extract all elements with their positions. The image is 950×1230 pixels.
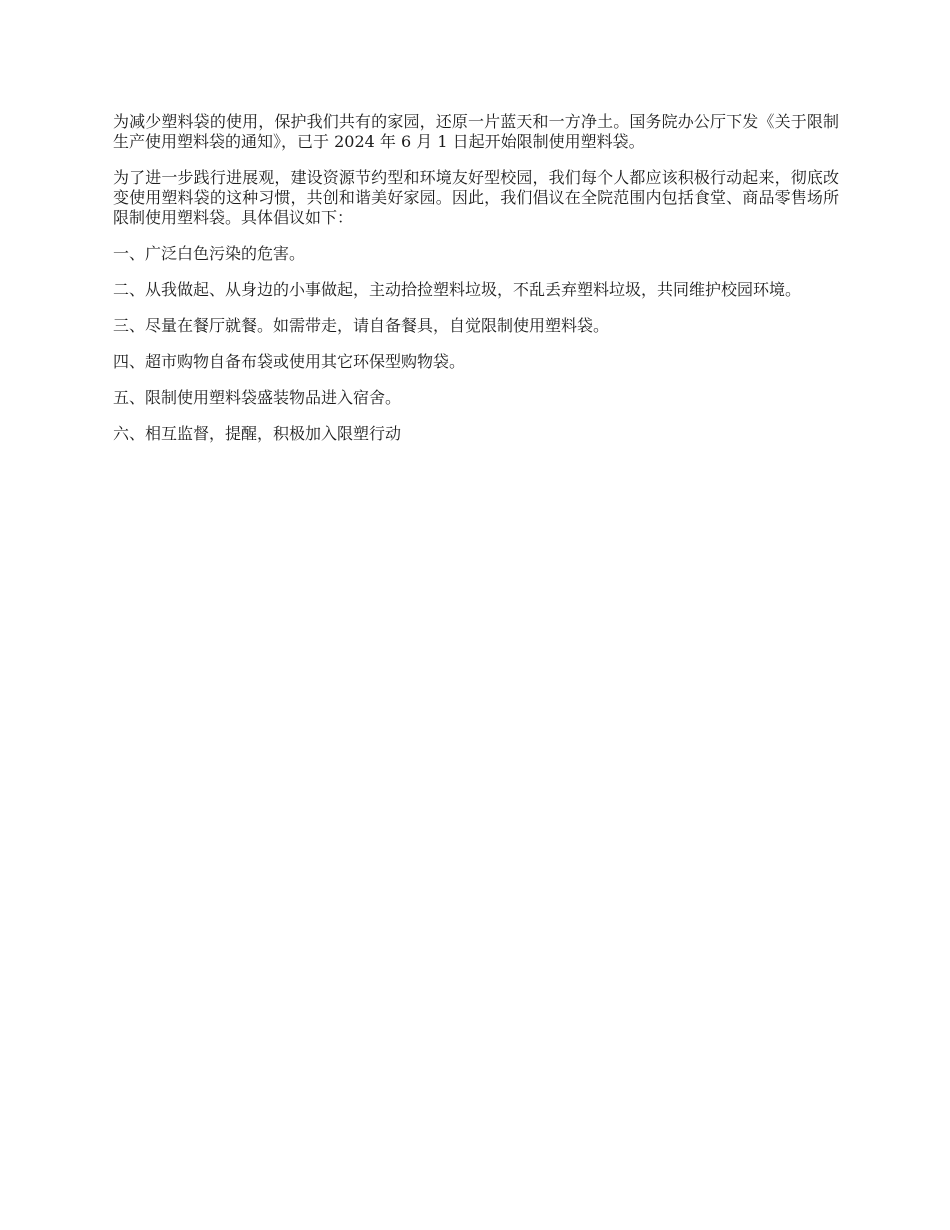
list-item-3: 三、尽量在餐厅就餐。如需带走，请自备餐具，自觉限制使用塑料袋。 (113, 316, 610, 335)
list-item-2: 二、从我做起、从身边的小事做起，主动拾捡塑料垃圾，不乱丢弃塑料垃圾，共同维护校园环境。 (113, 280, 802, 299)
document-body (113, 112, 839, 460)
initiative-paragraph: 为了进一步践行进展观，建设资源节约型和环境友好型校园，我们每个人都应该积极行动起来，彻底改变使用塑料袋的这种习惯，共创和谐美好家园。因此，我们倡议在全院范围内包括食堂、商品零售场所限制使用塑料袋。具体倡议如下： (113, 168, 839, 227)
intro-paragraph: 为减少塑料袋的使用，保护我们共有的家园，还原一片蓝天和一方净土。国务院办公厅下发《关于限制生产使用塑料袋的通知》，已于 2024 年 6 月 1 日起开始限制使用塑料袋。 (113, 112, 839, 151)
list-item-6: 六、相互监督，提醒，积极加入限塑行动 (113, 424, 402, 443)
list-item-5: 五、限制使用塑料袋盛装物品进入宿舍。 (113, 388, 402, 407)
list-item-1: 一、广泛白色污染的危害。 (113, 244, 306, 263)
list-item-4: 四、超市购物自备布袋或使用其它环保型购物袋。 (113, 352, 466, 371)
